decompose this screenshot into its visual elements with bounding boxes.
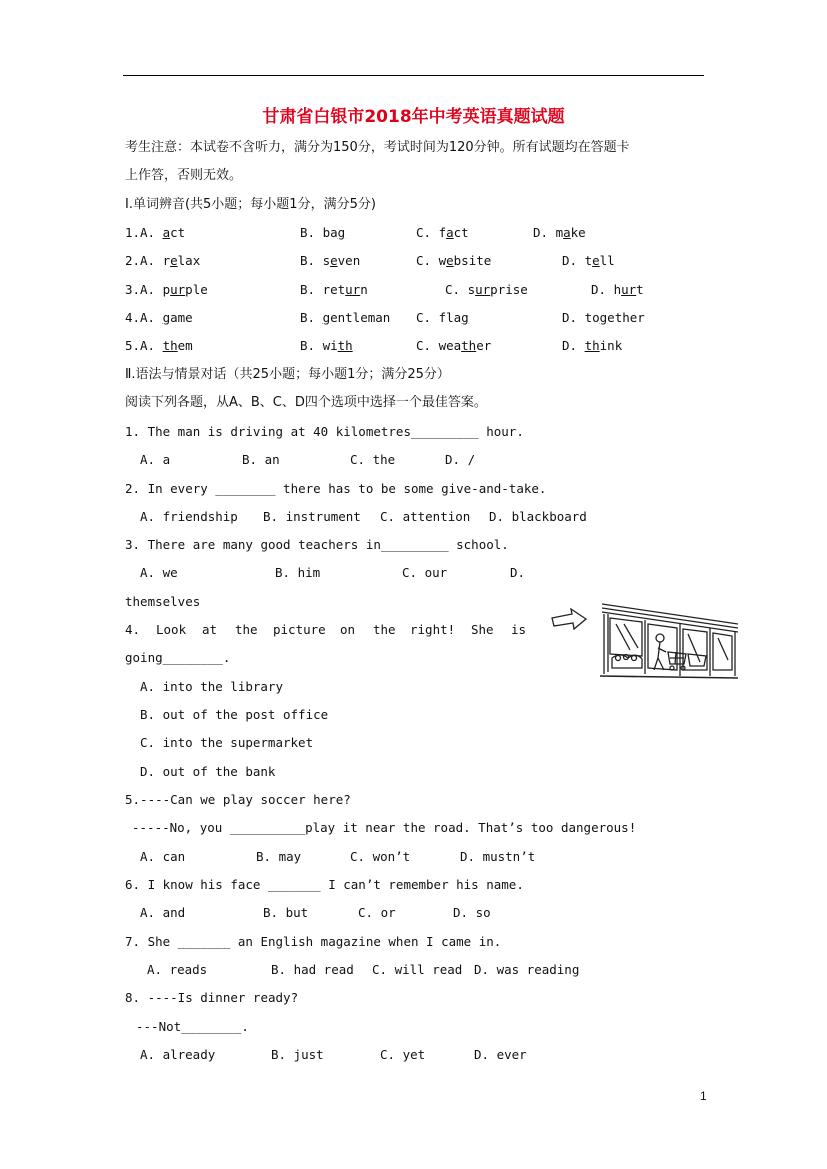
store-picture <box>550 602 738 682</box>
option-text: ll <box>599 253 615 268</box>
option: C. the <box>350 452 396 467</box>
underlined-letters: th <box>584 338 600 353</box>
q4-word: at <box>202 622 218 637</box>
q4-word: the <box>373 622 396 637</box>
option-text: ke <box>570 225 586 240</box>
option: B. may <box>256 849 302 864</box>
underlined-letters: th <box>461 338 477 353</box>
underlined-letters: g <box>322 310 331 325</box>
q4-word: picture <box>273 622 326 637</box>
notice-line-2: 上作答，否则无效。 <box>125 168 243 183</box>
option-text: C. <box>445 282 468 297</box>
option-text: B. <box>300 338 323 353</box>
question-8-reply: ---Not________. <box>136 1019 249 1034</box>
option: D. out of the bank <box>140 764 276 779</box>
option-text: A. <box>140 310 163 325</box>
question-7: 7. She _______ an English magazine when I came in. <box>125 934 502 949</box>
phonics-option <box>300 224 345 242</box>
question-2: 2. In every ________ there has to be some give-and-take. <box>125 481 547 496</box>
section2-heading: Ⅱ.语法与情景对话（共25小题；每小题1分；满分25分） <box>125 367 450 382</box>
phonics-option <box>562 337 622 355</box>
option-text: ple <box>185 282 208 297</box>
underlined-letters: e <box>592 253 600 268</box>
phonics-option <box>140 309 193 327</box>
underlined-letters: th <box>337 338 353 353</box>
option-text: ether <box>607 310 645 325</box>
option-text: er <box>476 338 492 353</box>
option: A. into the library <box>140 679 283 694</box>
q4-word: Look <box>156 622 187 637</box>
option-text: ba <box>322 225 338 240</box>
option: B. him <box>275 565 321 580</box>
option-text: C. <box>416 253 439 268</box>
option-text: B. <box>300 225 323 240</box>
question-1: 1. The man is driving at 40 kilometres_________ hour. <box>125 424 524 439</box>
option-text: A. <box>140 225 163 240</box>
option-text: ven <box>337 253 361 268</box>
option-text: D. <box>562 338 585 353</box>
question-number: 5. <box>125 338 141 353</box>
option-text: ame <box>170 310 193 325</box>
phonics-option <box>140 281 208 299</box>
underlined-letters: ur <box>170 282 186 297</box>
underlined-letters: e <box>446 253 454 268</box>
underlined-letters: e <box>330 253 338 268</box>
underlined-letters: th <box>162 338 178 353</box>
phonics-option <box>416 224 469 242</box>
phonics-option <box>445 281 528 299</box>
option: C. our <box>402 565 448 580</box>
underlined-letters: g <box>162 310 171 325</box>
question-8-prompt: 8. ----Is dinner ready? <box>125 990 299 1005</box>
option: B. just <box>271 1047 324 1062</box>
option-text: bsite <box>453 253 492 268</box>
question-number: 2. <box>125 253 141 268</box>
q4-word: 4. <box>125 622 141 637</box>
option-text: w <box>438 253 447 268</box>
underlined-letters: ur <box>475 282 491 297</box>
question-3: 3. There are many good teachers in_________ school. <box>125 537 509 552</box>
section2-instruction: 阅读下列各题，从A、B、C、D四个选项中选择一个最佳答案。 <box>125 395 487 410</box>
option-text: p <box>162 282 171 297</box>
phonics-option <box>562 309 645 327</box>
option-text: prise <box>490 282 528 297</box>
option: B. but <box>263 905 309 920</box>
underlined-letters: g <box>599 310 608 325</box>
section1-heading: I.单词辨音(共5小题；每小题1分，满分5分) <box>125 197 376 212</box>
phonics-option <box>533 224 586 242</box>
option-text: D. <box>591 282 614 297</box>
option-text: A. <box>140 282 163 297</box>
page-number: 1 <box>700 1089 707 1103</box>
question-number: 1. <box>125 225 141 240</box>
option: C. into the supermarket <box>140 735 314 750</box>
option-text: s <box>467 282 476 297</box>
option: A. can <box>140 849 186 864</box>
option-text: t <box>636 282 644 297</box>
option-text: entleman <box>330 310 391 325</box>
option: A. friendship <box>140 509 238 524</box>
option-text: lax <box>177 253 201 268</box>
question-4-wrap: going________. <box>125 650 231 665</box>
phonics-option <box>300 252 360 270</box>
question-number: 3. <box>125 282 141 297</box>
q4-word: the <box>235 622 258 637</box>
arrow-icon <box>552 609 586 629</box>
question-number: 4. <box>125 310 141 325</box>
q4-word: is <box>511 622 527 637</box>
option: C. attention <box>380 509 471 524</box>
option: C. yet <box>380 1047 426 1062</box>
option-text: r <box>162 253 171 268</box>
option-text: C. <box>416 310 439 325</box>
underlined-letters: ur <box>345 282 361 297</box>
option: B. out of the post office <box>140 707 329 722</box>
phonics-option <box>562 252 615 270</box>
underlined-letters: g <box>337 225 346 240</box>
question-5-prompt: 5.----Can we play soccer here? <box>125 792 351 807</box>
option: C. will read <box>372 962 463 977</box>
option: D. so <box>453 905 491 920</box>
option-text: D. <box>562 253 585 268</box>
underlined-letters: a <box>446 225 454 240</box>
option: D. mustn’t <box>460 849 536 864</box>
option-text: B. <box>300 282 323 297</box>
option-text: ret <box>322 282 346 297</box>
option-text: C. <box>416 225 439 240</box>
option-text: ink <box>599 338 623 353</box>
option: D. / <box>445 452 476 467</box>
option-text: D. <box>533 225 556 240</box>
option: A. reads <box>147 962 208 977</box>
option-text: s <box>322 253 331 268</box>
underlined-letters: a <box>162 225 171 240</box>
q4-word: She <box>471 622 494 637</box>
q4-word: right! <box>410 622 456 637</box>
option: C. won’t <box>350 849 411 864</box>
question-5-reply: -----No, you __________play it near the road. That’s too dangerous! <box>132 820 637 835</box>
phonics-option <box>416 309 469 327</box>
phonics-option <box>300 281 368 299</box>
option-text: to <box>584 310 600 325</box>
notice-line-1: 考生注意：本试卷不含听力，满分为150分，考试时间为120分钟。所有试题均在答题卡 <box>125 140 630 155</box>
option-text: B. <box>300 310 323 325</box>
option-text: wea <box>438 338 462 353</box>
option-text: fla <box>438 310 462 325</box>
option-text: A. <box>140 253 163 268</box>
q4-word: on <box>340 622 356 637</box>
option: A. and <box>140 905 186 920</box>
option: D. ever <box>474 1047 527 1062</box>
underlined-letters: g <box>461 310 469 325</box>
phonics-option <box>300 337 353 355</box>
phonics-option <box>416 252 491 270</box>
question-3-option-d-wrap: themselves <box>125 594 201 609</box>
option-text: ct <box>453 225 469 240</box>
option-text: A. <box>140 338 163 353</box>
option-text: h <box>613 282 622 297</box>
option-text: wi <box>322 338 338 353</box>
option: B. instrument <box>263 509 361 524</box>
phonics-option <box>140 224 185 242</box>
underlined-letters: ur <box>621 282 637 297</box>
option-text: B. <box>300 253 323 268</box>
option: D. <box>510 565 526 580</box>
phonics-option <box>591 281 644 299</box>
option-text: t <box>584 253 593 268</box>
option-text: f <box>438 225 447 240</box>
phonics-option <box>140 337 193 355</box>
underlined-letters: e <box>170 253 178 268</box>
option-text: D. <box>562 310 585 325</box>
underlined-letters: a <box>563 225 571 240</box>
option-text: m <box>555 225 564 240</box>
header-rule <box>123 75 704 76</box>
option: D. was reading <box>474 962 580 977</box>
option: A. already <box>140 1047 216 1062</box>
phonics-option <box>416 337 491 355</box>
option: D. blackboard <box>489 509 587 524</box>
phonics-option <box>300 309 390 327</box>
question-6: 6. I know his face _______ I can’t remember his name. <box>125 877 524 892</box>
option: B. had read <box>271 962 354 977</box>
option-text: C. <box>416 338 439 353</box>
option-text: ct <box>170 225 186 240</box>
option: B. an <box>242 452 280 467</box>
option-text: em <box>177 338 193 353</box>
page-title: 甘肃省白银市2018年中考英语真题试题 <box>262 107 565 127</box>
option: A. a <box>140 452 171 467</box>
option-text: n <box>360 282 368 297</box>
phonics-option <box>140 252 200 270</box>
option: A. we <box>140 565 178 580</box>
option: C. or <box>358 905 396 920</box>
